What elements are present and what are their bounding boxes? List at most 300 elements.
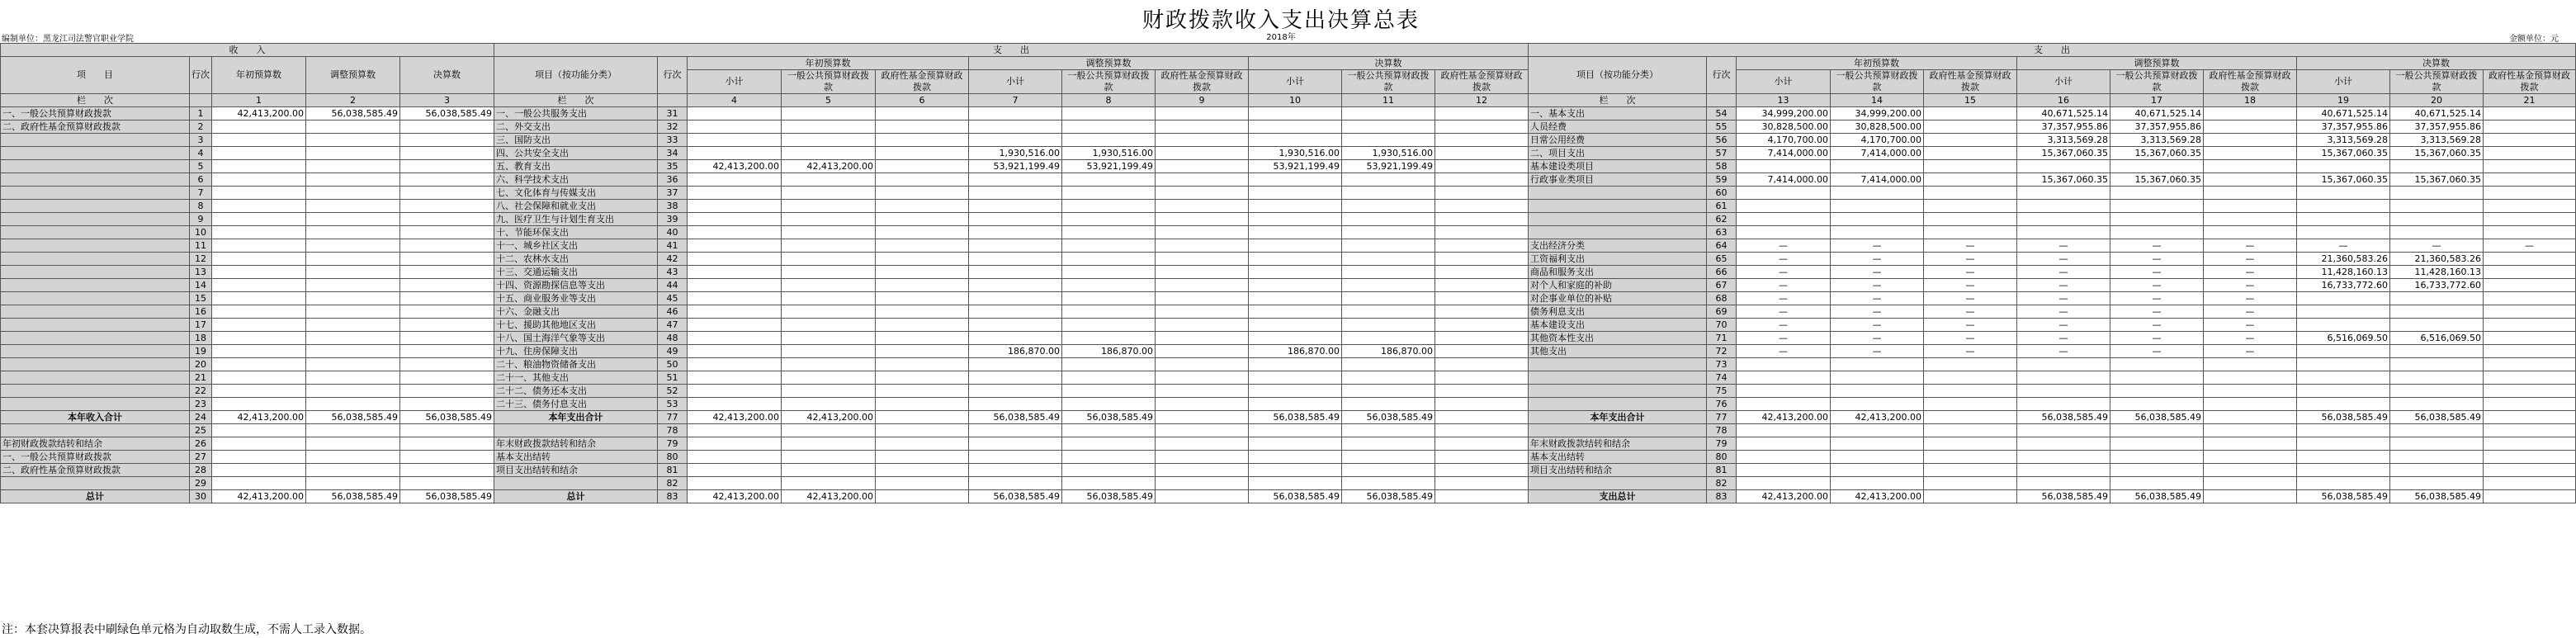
func-item-name: 十、节能环保支出 bbox=[494, 226, 658, 239]
econ-item-name: 行政事业类项目 bbox=[1529, 173, 1707, 187]
func-value-cell bbox=[1342, 477, 1435, 490]
econ-value-cell: 42,413,200.00 bbox=[1831, 411, 1924, 424]
func-value-cell bbox=[688, 319, 782, 332]
econ-row-no: 64 bbox=[1707, 239, 1737, 253]
func-item-name: 本年支出合计 bbox=[494, 411, 658, 424]
func-value-cell bbox=[1435, 160, 1529, 173]
func-value-cell bbox=[969, 437, 1062, 451]
func-value-cell bbox=[782, 437, 876, 451]
func-value-cell bbox=[1342, 107, 1435, 121]
econ-value-cell: — bbox=[2110, 292, 2204, 305]
func-item-name: 十五、商业服务业等支出 bbox=[494, 292, 658, 305]
income-row-no: 17 bbox=[190, 319, 212, 332]
econ-value-cell bbox=[2484, 107, 2576, 121]
func-value-cell bbox=[1249, 451, 1342, 464]
func-final-header: 决算数 bbox=[1249, 57, 1529, 70]
econ-value-cell bbox=[1831, 451, 1924, 464]
econ-value-cell: — bbox=[2017, 319, 2110, 332]
func-value-cell bbox=[1342, 266, 1435, 279]
income-value-cell bbox=[306, 173, 400, 187]
econ-value-cell bbox=[1924, 385, 2017, 398]
econ-value-cell: 3,313,569.28 bbox=[2390, 134, 2484, 147]
econ-value-cell: — bbox=[2484, 239, 2576, 253]
econ-value-cell bbox=[1831, 226, 1924, 239]
income-value-cell bbox=[400, 358, 494, 371]
econ-value-cell bbox=[1831, 424, 1924, 437]
func-value-cell bbox=[1342, 279, 1435, 292]
table-row bbox=[1, 385, 2576, 398]
func-value-cell bbox=[876, 292, 969, 305]
econ-value-cell bbox=[2110, 358, 2204, 371]
income-row-no: 26 bbox=[190, 437, 212, 451]
func-value-cell bbox=[782, 134, 876, 147]
func-value-cell bbox=[1435, 134, 1529, 147]
func-lanci-blank bbox=[658, 94, 688, 107]
func-value-cell: 53,921,199.49 bbox=[1062, 160, 1156, 173]
func-value-cell bbox=[969, 121, 1062, 134]
income-value-cell: 56,038,585.49 bbox=[400, 490, 494, 503]
econ-value-cell bbox=[2297, 424, 2390, 437]
income-item-name bbox=[1, 292, 190, 305]
colnum-6: 6 bbox=[876, 94, 969, 107]
func-item-name: 七、文化体育与传媒支出 bbox=[494, 187, 658, 200]
func-value-cell bbox=[688, 477, 782, 490]
econ-value-cell bbox=[1737, 187, 1831, 200]
colnum-8: 8 bbox=[1062, 94, 1156, 107]
func-item-name: 年末财政拨款结转和结余 bbox=[494, 437, 658, 451]
econ-item-header: 项目（按功能分类） bbox=[1529, 57, 1707, 94]
income-value-cell bbox=[306, 345, 400, 358]
econ-value-cell bbox=[2297, 451, 2390, 464]
func-value-cell bbox=[969, 266, 1062, 279]
econ-value-cell bbox=[2110, 424, 2204, 437]
func-value-cell bbox=[1435, 332, 1529, 345]
func-value-cell bbox=[1435, 147, 1529, 160]
func-value-cell bbox=[1435, 358, 1529, 371]
func-value-cell bbox=[1342, 319, 1435, 332]
econ-lanci: 栏 次 bbox=[1529, 94, 1707, 107]
income-value-cell bbox=[306, 239, 400, 253]
econ-value-cell bbox=[2297, 437, 2390, 451]
econ-value-cell bbox=[1737, 464, 1831, 477]
func-item-name: 十三、交通运输支出 bbox=[494, 266, 658, 279]
lanci-row bbox=[1, 94, 2576, 107]
colnum-9: 9 bbox=[1156, 94, 1249, 107]
econ-init-header: 年初预算数 bbox=[1737, 57, 2017, 70]
income-value-cell bbox=[400, 319, 494, 332]
econ-value-cell bbox=[1831, 213, 1924, 226]
income-value-cell bbox=[400, 305, 494, 319]
econ-value-cell: 16,733,772.60 bbox=[2390, 279, 2484, 292]
func-item-name: 五、教育支出 bbox=[494, 160, 658, 173]
func-value-cell bbox=[1062, 292, 1156, 305]
func-value-cell bbox=[1156, 134, 1249, 147]
income-value-cell bbox=[306, 187, 400, 200]
func-row-no: 53 bbox=[658, 398, 688, 411]
func-value-cell: 56,038,585.49 bbox=[1342, 411, 1435, 424]
econ-value-cell: 6,516,069.50 bbox=[2297, 332, 2390, 345]
income-value-cell bbox=[212, 424, 306, 437]
func-value-cell bbox=[1342, 239, 1435, 253]
income-lanci: 栏 次 bbox=[1, 94, 190, 107]
econ-item-name: 基本建设类项目 bbox=[1529, 160, 1707, 173]
econ-value-cell: — bbox=[1924, 253, 2017, 266]
econ-row-no: 56 bbox=[1707, 134, 1737, 147]
econ-value-cell bbox=[1924, 490, 2017, 503]
func-value-cell: 42,413,200.00 bbox=[688, 490, 782, 503]
func-value-cell bbox=[1342, 213, 1435, 226]
func-value-cell bbox=[1342, 358, 1435, 371]
table-row bbox=[1, 239, 2576, 253]
econ-item-name: 项目支出结转和结余 bbox=[1529, 464, 1707, 477]
econ-value-cell: 40,671,525.14 bbox=[2390, 107, 2484, 121]
econ-value-cell bbox=[2204, 437, 2297, 451]
econ-row-no: 61 bbox=[1707, 200, 1737, 213]
func-row-no: 45 bbox=[658, 292, 688, 305]
income-value-cell bbox=[212, 385, 306, 398]
econ-value-cell: — bbox=[2017, 266, 2110, 279]
func-value-cell bbox=[688, 147, 782, 160]
income-item-name bbox=[1, 279, 190, 292]
func-row-no: 37 bbox=[658, 187, 688, 200]
income-row-no: 10 bbox=[190, 226, 212, 239]
func-value-cell: 42,413,200.00 bbox=[782, 490, 876, 503]
func-value-cell bbox=[688, 358, 782, 371]
func-value-cell bbox=[782, 200, 876, 213]
econ-row-no: 75 bbox=[1707, 385, 1737, 398]
econ-value-cell bbox=[1924, 213, 2017, 226]
econ-row-no: 74 bbox=[1707, 371, 1737, 385]
income-value-cell bbox=[400, 464, 494, 477]
income-value-cell bbox=[212, 239, 306, 253]
income-value-cell: 56,038,585.49 bbox=[306, 411, 400, 424]
func-value-cell bbox=[1156, 358, 1249, 371]
func-item-name: 十六、金融支出 bbox=[494, 305, 658, 319]
econ-value-cell bbox=[2484, 134, 2576, 147]
income-value-cell bbox=[212, 398, 306, 411]
econ-value-cell bbox=[2204, 121, 2297, 134]
econ-row-no: 73 bbox=[1707, 358, 1737, 371]
econ-row-no: 72 bbox=[1707, 345, 1737, 358]
func-value-cell bbox=[1435, 200, 1529, 213]
func-value-cell: 186,870.00 bbox=[969, 345, 1062, 358]
econ-value-cell bbox=[1924, 411, 2017, 424]
econ-value-cell bbox=[2204, 358, 2297, 371]
general-header-5: 一般公共预算财政拨款 bbox=[2110, 70, 2204, 94]
func-item-name: 八、社会保障和就业支出 bbox=[494, 200, 658, 213]
func-value-cell bbox=[1156, 200, 1249, 213]
func-value-cell: 42,413,200.00 bbox=[782, 160, 876, 173]
func-value-cell bbox=[876, 134, 969, 147]
func-value-cell bbox=[782, 424, 876, 437]
func-value-cell bbox=[1435, 292, 1529, 305]
econ-item-name bbox=[1529, 477, 1707, 490]
income-value-cell bbox=[400, 477, 494, 490]
income-item-name: 二、政府性基金预算财政拨款 bbox=[1, 464, 190, 477]
econ-value-cell bbox=[1737, 358, 1831, 371]
subtotal-header-5: 小计 bbox=[2017, 70, 2110, 94]
func-value-cell bbox=[1156, 292, 1249, 305]
func-value-cell bbox=[969, 213, 1062, 226]
econ-value-cell bbox=[2110, 477, 2204, 490]
func-item-name: 三、国防支出 bbox=[494, 134, 658, 147]
budget-table bbox=[0, 43, 2576, 503]
func-value-cell bbox=[1062, 279, 1156, 292]
income-value-cell bbox=[212, 477, 306, 490]
econ-value-cell: — bbox=[1924, 279, 2017, 292]
econ-item-name: 其他支出 bbox=[1529, 345, 1707, 358]
func-value-cell bbox=[969, 477, 1062, 490]
func-value-cell bbox=[1249, 279, 1342, 292]
func-value-cell bbox=[1062, 121, 1156, 134]
income-row-no: 27 bbox=[190, 451, 212, 464]
func-value-cell: 53,921,199.49 bbox=[1342, 160, 1435, 173]
income-item-name bbox=[1, 187, 190, 200]
econ-item-name bbox=[1529, 213, 1707, 226]
colnum-7: 7 bbox=[969, 94, 1062, 107]
econ-item-name bbox=[1529, 371, 1707, 385]
econ-value-cell bbox=[2390, 451, 2484, 464]
func-value-cell bbox=[876, 464, 969, 477]
income-item-name bbox=[1, 424, 190, 437]
func-value-cell bbox=[969, 319, 1062, 332]
income-value-cell bbox=[212, 371, 306, 385]
income-value-cell bbox=[306, 266, 400, 279]
income-value-cell bbox=[400, 332, 494, 345]
func-value-cell bbox=[1156, 490, 1249, 503]
econ-value-cell: — bbox=[2204, 266, 2297, 279]
econ-row-no: 70 bbox=[1707, 319, 1737, 332]
func-value-cell bbox=[876, 239, 969, 253]
func-value-cell bbox=[876, 358, 969, 371]
econ-value-cell bbox=[1924, 371, 2017, 385]
income-item-name: 年初财政拨款结转和结余 bbox=[1, 437, 190, 451]
econ-value-cell: 42,413,200.00 bbox=[1737, 411, 1831, 424]
func-value-cell bbox=[688, 213, 782, 226]
income-item-name: 一、一般公共预算财政拨款 bbox=[1, 107, 190, 121]
func-value-cell: 56,038,585.49 bbox=[1342, 490, 1435, 503]
econ-value-cell: 40,671,525.14 bbox=[2017, 107, 2110, 121]
func-value-cell bbox=[876, 121, 969, 134]
econ-value-cell: — bbox=[2017, 332, 2110, 345]
income-row-no: 16 bbox=[190, 305, 212, 319]
func-value-cell bbox=[1249, 464, 1342, 477]
func-value-cell bbox=[1249, 319, 1342, 332]
econ-value-cell: 15,367,060.35 bbox=[2110, 173, 2204, 187]
func-value-cell bbox=[876, 266, 969, 279]
income-value-cell bbox=[400, 437, 494, 451]
func-value-cell bbox=[1156, 437, 1249, 451]
func-value-cell bbox=[876, 332, 969, 345]
econ-item-name: 其他资本性支出 bbox=[1529, 332, 1707, 345]
func-row-no: 49 bbox=[658, 345, 688, 358]
econ-value-cell: 40,671,525.14 bbox=[2110, 107, 2204, 121]
econ-value-cell: 3,313,569.28 bbox=[2017, 134, 2110, 147]
func-value-cell bbox=[688, 173, 782, 187]
func-value-cell bbox=[1435, 213, 1529, 226]
econ-value-cell: — bbox=[1924, 345, 2017, 358]
econ-value-cell bbox=[2017, 358, 2110, 371]
func-value-cell bbox=[1062, 464, 1156, 477]
income-value-cell bbox=[400, 213, 494, 226]
econ-item-name: 人员经费 bbox=[1529, 121, 1707, 134]
colnum-20: 20 bbox=[2390, 94, 2484, 107]
econ-value-cell bbox=[2017, 437, 2110, 451]
func-value-cell bbox=[1156, 279, 1249, 292]
func-value-cell bbox=[1062, 451, 1156, 464]
func-value-cell bbox=[969, 385, 1062, 398]
func-value-cell bbox=[1342, 200, 1435, 213]
func-value-cell bbox=[1435, 319, 1529, 332]
income-value-cell: 56,038,585.49 bbox=[306, 490, 400, 503]
func-value-cell bbox=[1435, 437, 1529, 451]
colnum-4: 4 bbox=[688, 94, 782, 107]
func-row-no: 32 bbox=[658, 121, 688, 134]
econ-value-cell: — bbox=[1737, 345, 1831, 358]
income-item-name bbox=[1, 200, 190, 213]
econ-row-no: 54 bbox=[1707, 107, 1737, 121]
func-value-cell bbox=[688, 332, 782, 345]
func-value-cell bbox=[1249, 332, 1342, 345]
income-value-cell: 42,413,200.00 bbox=[212, 107, 306, 121]
income-item-name bbox=[1, 134, 190, 147]
income-value-cell bbox=[212, 213, 306, 226]
func-value-cell bbox=[876, 226, 969, 239]
func-row-no: 33 bbox=[658, 134, 688, 147]
income-row-no: 13 bbox=[190, 266, 212, 279]
income-value-cell: 42,413,200.00 bbox=[212, 490, 306, 503]
func-value-cell bbox=[1156, 266, 1249, 279]
econ-value-cell: 15,367,060.35 bbox=[2390, 147, 2484, 160]
func-value-cell bbox=[688, 292, 782, 305]
func-value-cell bbox=[1249, 213, 1342, 226]
econ-value-cell: 30,828,500.00 bbox=[1737, 121, 1831, 134]
func-row-no: 52 bbox=[658, 385, 688, 398]
econ-row-no: 59 bbox=[1707, 173, 1737, 187]
income-item-name: 总计 bbox=[1, 490, 190, 503]
func-value-cell: 42,413,200.00 bbox=[782, 411, 876, 424]
func-row-no: 82 bbox=[658, 477, 688, 490]
table-row bbox=[1, 134, 2576, 147]
func-value-cell bbox=[876, 319, 969, 332]
econ-value-cell bbox=[2484, 292, 2576, 305]
func-value-cell bbox=[1435, 187, 1529, 200]
econ-value-cell bbox=[1831, 437, 1924, 451]
econ-value-cell bbox=[1924, 107, 2017, 121]
income-value-cell bbox=[306, 358, 400, 371]
func-value-cell bbox=[782, 279, 876, 292]
func-value-cell bbox=[1249, 200, 1342, 213]
income-item-name: 本年收入合计 bbox=[1, 411, 190, 424]
table-row bbox=[1, 451, 2576, 464]
income-row-no: 22 bbox=[190, 385, 212, 398]
income-value-cell bbox=[400, 239, 494, 253]
func-value-cell bbox=[969, 424, 1062, 437]
colnum-13: 13 bbox=[1737, 94, 1831, 107]
econ-value-cell bbox=[1737, 213, 1831, 226]
func-item-name: 十七、援助其他地区支出 bbox=[494, 319, 658, 332]
econ-value-cell: 37,357,955.86 bbox=[2110, 121, 2204, 134]
income-row-no: 14 bbox=[190, 279, 212, 292]
econ-value-cell bbox=[1737, 451, 1831, 464]
func-value-cell bbox=[1156, 121, 1249, 134]
econ-value-cell bbox=[2297, 371, 2390, 385]
econ-value-cell: 3,313,569.28 bbox=[2297, 134, 2390, 147]
income-value-cell bbox=[212, 121, 306, 134]
econ-row-no: 63 bbox=[1707, 226, 1737, 239]
colnum-17: 17 bbox=[2110, 94, 2204, 107]
func-value-cell bbox=[1062, 424, 1156, 437]
income-value-cell: 56,038,585.49 bbox=[400, 411, 494, 424]
func-value-cell bbox=[688, 437, 782, 451]
econ-value-cell bbox=[2204, 385, 2297, 398]
func-value-cell bbox=[876, 213, 969, 226]
table-row bbox=[1, 226, 2576, 239]
econ-value-cell: 37,357,955.86 bbox=[2297, 121, 2390, 134]
econ-value-cell: — bbox=[1831, 305, 1924, 319]
econ-value-cell: 3,313,569.28 bbox=[2110, 134, 2204, 147]
econ-value-cell bbox=[2390, 437, 2484, 451]
econ-value-cell bbox=[2204, 134, 2297, 147]
econ-value-cell: 16,733,772.60 bbox=[2297, 279, 2390, 292]
income-adj-header: 调整预算数 bbox=[306, 57, 400, 94]
func-value-cell bbox=[688, 424, 782, 437]
func-value-cell bbox=[782, 213, 876, 226]
func-item-name: 十二、农林水支出 bbox=[494, 253, 658, 266]
econ-value-cell bbox=[2390, 477, 2484, 490]
income-row-no: 30 bbox=[190, 490, 212, 503]
func-value-cell bbox=[876, 147, 969, 160]
func-value-cell bbox=[1062, 239, 1156, 253]
econ-value-cell: 37,357,955.86 bbox=[2390, 121, 2484, 134]
func-value-cell bbox=[969, 200, 1062, 213]
income-value-cell bbox=[212, 345, 306, 358]
func-value-cell bbox=[1249, 371, 1342, 385]
econ-value-cell: — bbox=[1831, 239, 1924, 253]
econ-value-cell bbox=[2297, 398, 2390, 411]
econ-item-name: 对企事业单位的补贴 bbox=[1529, 292, 1707, 305]
func-value-cell bbox=[1062, 187, 1156, 200]
func-value-cell bbox=[969, 134, 1062, 147]
colnum-1: 1 bbox=[212, 94, 306, 107]
income-value-cell bbox=[306, 147, 400, 160]
func-value-cell: 56,038,585.49 bbox=[969, 411, 1062, 424]
income-value-cell bbox=[212, 187, 306, 200]
func-value-cell bbox=[969, 332, 1062, 345]
econ-item-name: 二、项目支出 bbox=[1529, 147, 1707, 160]
econ-value-cell bbox=[2484, 490, 2576, 503]
econ-value-cell bbox=[2297, 292, 2390, 305]
income-row-no: 8 bbox=[190, 200, 212, 213]
econ-value-cell: — bbox=[1924, 319, 2017, 332]
func-value-cell bbox=[969, 253, 1062, 266]
func-item-name bbox=[494, 477, 658, 490]
func-value-cell: 56,038,585.49 bbox=[1249, 490, 1342, 503]
func-value-cell bbox=[876, 253, 969, 266]
econ-value-cell: — bbox=[1831, 279, 1924, 292]
econ-item-name: 支出经济分类 bbox=[1529, 239, 1707, 253]
econ-value-cell bbox=[2017, 371, 2110, 385]
func-value-cell bbox=[1249, 226, 1342, 239]
income-value-cell bbox=[306, 424, 400, 437]
func-rowno-header: 行次 bbox=[658, 57, 688, 94]
func-value-cell bbox=[876, 160, 969, 173]
econ-value-cell: 15,367,060.35 bbox=[2297, 173, 2390, 187]
func-value-cell bbox=[1062, 437, 1156, 451]
func-value-cell bbox=[1435, 371, 1529, 385]
income-row-no: 24 bbox=[190, 411, 212, 424]
func-value-cell bbox=[688, 253, 782, 266]
